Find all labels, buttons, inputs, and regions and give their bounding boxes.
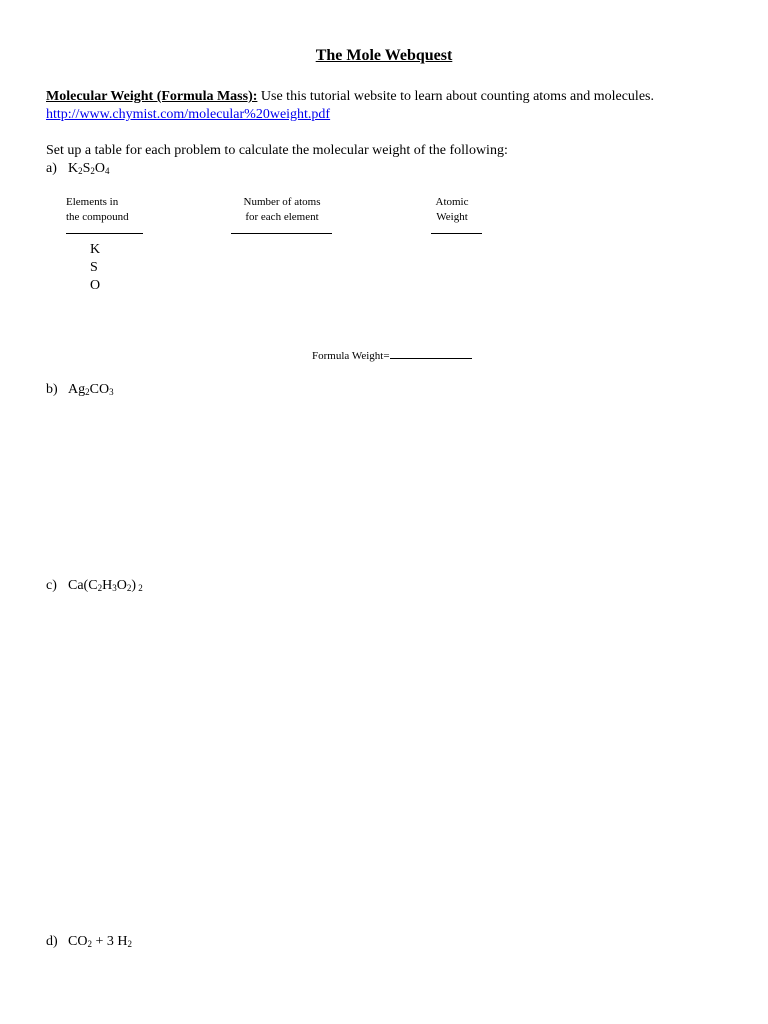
formula-weight [312,348,472,362]
header-line: Number of atoms [243,196,321,208]
problem-a [46,161,110,177]
formula: $Ag_2CO_3$ [68,382,114,397]
column-rule [431,233,482,234]
element-symbol: K [90,242,101,257]
formula-weight-label: Formula Weight= [312,350,390,362]
header-line: for each element [245,211,319,223]
header-line: Weight [436,211,468,223]
column-rule [66,233,143,234]
header-line: Atomic [435,196,469,208]
column-header-elements [66,195,144,225]
problem-letter: c) [46,578,57,593]
tutorial-link[interactable]: http://www.chymist.com/molecular%20weight.pdf [46,107,331,122]
section-intro [46,89,654,105]
instruction-text: Set up a table for each problem to calculate the molecular weight of the following: [46,143,508,158]
problem-d [46,934,132,950]
formula: $Ca(C_2H_3O_2)$ $_2$ [68,578,143,593]
column-rule [231,233,332,234]
problem-letter: a) [46,161,57,176]
problem-c [46,578,143,594]
formula-weight-blank[interactable] [390,348,472,359]
header-line: Elements in [66,196,119,208]
header-line: the compound [66,211,129,223]
formula: $K_2S_2O_4$ [68,161,110,176]
section-text: Use this tutorial website to learn about counting atoms and molecules. [260,89,654,104]
column-header-weight [428,195,476,225]
problem-letter: b) [46,382,58,397]
formula: $CO_2 + 3$ $H_2$ [68,934,132,949]
page-title: The Mole Webquest [315,47,453,64]
element-symbol: S [90,260,98,275]
element-list [90,241,100,295]
element-symbol: O [90,278,101,293]
section-heading: Molecular Weight (Formula Mass): [46,89,258,104]
problem-b [46,382,114,398]
problem-letter: d) [46,934,58,949]
column-header-atoms [228,195,336,225]
